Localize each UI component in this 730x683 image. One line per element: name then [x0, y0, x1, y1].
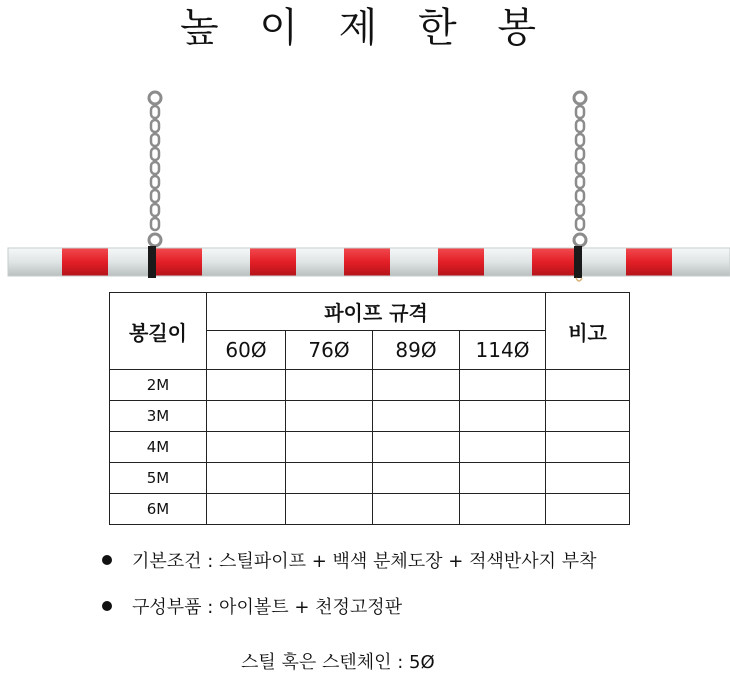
list-item — [102, 548, 722, 572]
empty-cell — [460, 401, 546, 432]
right-chain — [574, 92, 586, 246]
left-chain — [149, 92, 161, 246]
notes-list — [102, 548, 722, 640]
length-cell: 6M — [110, 494, 207, 525]
empty-cell — [373, 432, 460, 463]
table-row — [110, 432, 630, 463]
bullet-icon — [102, 601, 112, 611]
height-limit-bar-illustration — [0, 80, 730, 290]
length-cell: 5M — [110, 463, 207, 494]
striped-pipe — [8, 246, 730, 281]
empty-cell — [207, 370, 286, 401]
empty-cell — [207, 494, 286, 525]
empty-cell — [546, 401, 630, 432]
empty-cell — [286, 432, 373, 463]
empty-cell — [207, 463, 286, 494]
page-title: 높 이 제 한 봉 — [179, 5, 551, 51]
length-cell: 2M — [110, 370, 207, 401]
empty-cell — [546, 370, 630, 401]
pipe-size-76: 76Ø — [286, 331, 373, 370]
pipe-spec-header: 파이프 규격 — [207, 293, 546, 331]
empty-cell — [460, 370, 546, 401]
empty-cell — [373, 463, 460, 494]
length-cell: 3M — [110, 401, 207, 432]
empty-cell — [207, 401, 286, 432]
empty-cell — [546, 494, 630, 525]
empty-cell — [546, 463, 630, 494]
components-note: 구성부품 : 아이볼트 + 천정고정판 — [132, 597, 403, 618]
length-cell: 4M — [110, 432, 207, 463]
empty-cell — [286, 494, 373, 525]
empty-cell — [546, 432, 630, 463]
empty-cell — [373, 401, 460, 432]
empty-cell — [207, 432, 286, 463]
empty-cell — [373, 370, 460, 401]
empty-cell — [460, 432, 546, 463]
empty-cell — [460, 494, 546, 525]
empty-cell — [373, 494, 460, 525]
empty-cell — [286, 401, 373, 432]
empty-cell — [286, 463, 373, 494]
pipe-size-89: 89Ø — [373, 331, 460, 370]
chain-spec-note: 스틸 혹은 스텐체인 : 5Ø — [241, 652, 435, 673]
table-row — [110, 494, 630, 525]
pipe-size-114: 114Ø — [460, 331, 546, 370]
empty-cell — [286, 370, 373, 401]
empty-cell — [460, 463, 546, 494]
table-row — [110, 370, 630, 401]
length-header: 봉길이 — [110, 293, 207, 370]
basic-condition-note: 기본조건 : 스틸파이프 + 백색 분체도장 + 적색반사지 부착 — [132, 551, 597, 572]
remarks-header: 비고 — [546, 293, 630, 370]
list-item — [102, 594, 722, 618]
bullet-icon — [102, 555, 112, 565]
pipe-size-60: 60Ø — [207, 331, 286, 370]
table-row — [110, 463, 630, 494]
table-row — [110, 401, 630, 432]
spec-table — [109, 292, 630, 525]
